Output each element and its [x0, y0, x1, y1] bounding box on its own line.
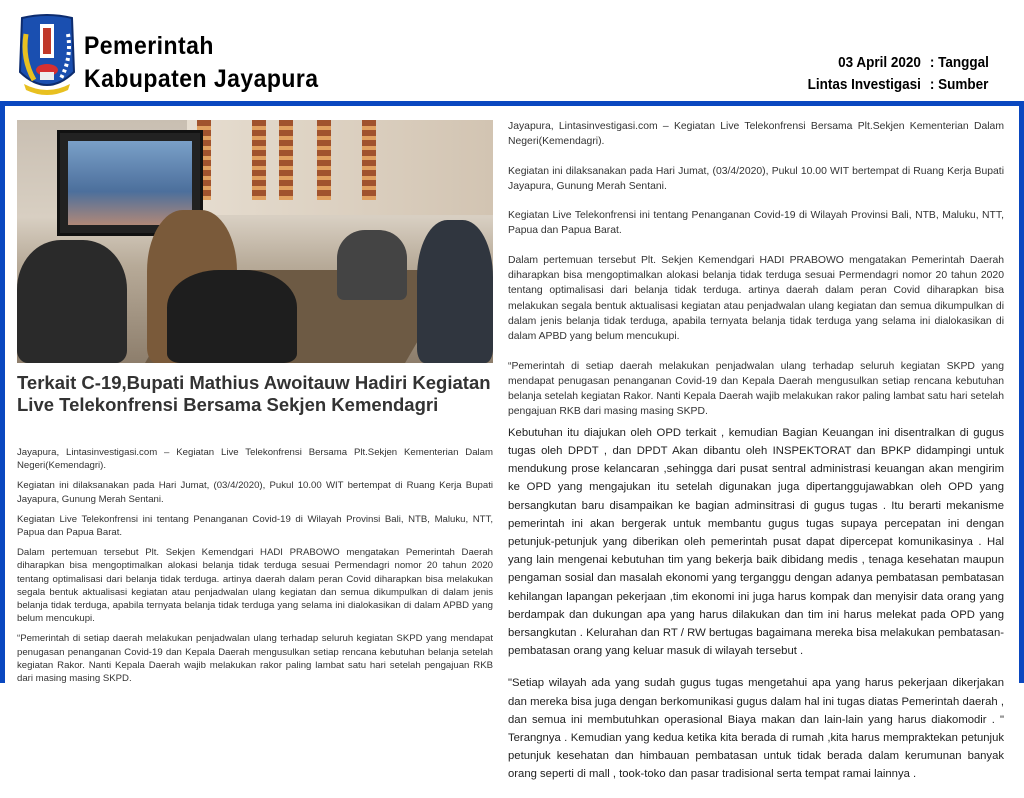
source-row	[808, 74, 1002, 96]
paragraph: Jayapura, Lintasinvestigasi.com – Kegiatan Live Telekonfrensi Bersama Plt.Sekjen Kementerian Dalam Negeri(Kemendagri).	[17, 447, 493, 472]
article-title: Terkait C-19,Bupati Mathius Awoitauw Hadiri Kegiatan Live Telekonfrensi Bersama Sekjen Kemendagri	[17, 372, 491, 415]
paragraph: “Pemerintah di setiap daerah melakukan penjadwalan ulang terhadap seluruh kegiatan SKPD yang mendapat penugasan penanganan Covid-19 dan Kepala Daerah mengusulkan setiap rencana kebutuhan belanja setelah kegiatan Rakor. Nanti Kepala Daerah wajib melakukan rakor paling lambat satu hari setelah pengajuan RKB dari masing masing SKPD.	[508, 360, 1004, 418]
article-right-column	[508, 119, 1004, 798]
paragraph: Kebutuhan itu diajukan oleh OPD terkait , kemudian Bagian Keuangan ini disentralkan di gugus tugas oleh DPDT , dan DPDT Akan dibantu oleh INSPEKTORAT dan BPKP didampingi untuk mendukung prose kelancaran ,sehingga dari pusat sentral administrasi keuangan akan mengirim ke OPD yang mengajukan itu setelah digunakan juga dipertanggujawabkan oleh OPD yang bersangkutan baru disampaikan ke bagian adminsitrasi di gugus tugas . Itu berarti mekanisme pemerintah ini akan bergerak untuk membantu gugus tugas supaya percepatan ini dengan petunjuk-petunjuk yang diberikan oleh pemerintah pusat dapat dipercepat komunikasinya . Hal yang lain mengenai kebutuhan tim yang bekerja baik dibidang medis , tenaga kesehatan maupun pengaman sosial dan masalah ekonomi yang terganggu dengan adanya pembatasan pembatasan kehilangan lapangan pekerjaan ,tim ekonomi ini juga harus kompak dan menyisir data orang yang berdampak dan dukungan apa yang harus dilakukan dan tim ini harus melekat pada OPD yang bersangkutan . Kelurahan dan RT / RW bertugas bagaimana mereka bisa melakukan pembatasan-pembatasan orang yang keluar masuk di wilayah tersebut .	[508, 426, 1004, 658]
paragraph: “Pemerintah di setiap daerah melakukan penjadwalan ulang terhadap seluruh kegiatan SKPD yang mendapat penugasan penanganan Covid-19 dan Kepala Daerah mengusulkan setiap rencana kebutuhan belanja setelah kegiatan Rakor. Nanti Kepala Daerah wajib melakukan rakor paling lambat satu hari setelah pengajuan RKB dari masing masing SKPD.	[17, 633, 493, 685]
paragraph: Jayapura, Lintasinvestigasi.com – Kegiatan Live Telekonfrensi Bersama Plt.Sekjen Kementerian Dalam Negeri(Kemendagri).	[508, 121, 1004, 148]
clipping-meta	[808, 52, 1002, 96]
kabupaten-jayapura-emblem-icon	[16, 14, 78, 98]
paragraph: Kegiatan ini dilaksanakan pada Hari Jumat, (03/4/2020), Pukul 10.00 WIT bertempat di Ruang Kerja Bupati Jayapura, Gunung Merah Sentani.	[17, 480, 493, 505]
paragraph: Kegiatan Live Telekonfrensi ini tentang Penanganan Covid-19 di Wilayah Provinsi Bali, NTB, Maluku, NTT, Papua dan Papua Barat.	[17, 513, 493, 539]
org-line-2: Kabupaten Jayapura	[84, 65, 319, 93]
date-label: : Tanggal	[930, 54, 990, 71]
date-value: 03 April 2020	[838, 54, 921, 71]
paragraph: "Setiap wilayah ada yang sudah gugus tugas mengetahui apa yang harus pekerjaan dikerjakan dan mereka bisa juga dengan berkomunikasi gugus dalam hal ini tugas diatas Pemerintah daerah , dan semua ini membutuhkan operasional Biaya makan dan lain-lain yang harus diakomodir . " Terangnya . Kemudian yang kedua ketika kita berada di rumah ,kita harus mempraktekan petunjuk petunjuk kesehatan dan himbauan pembatasan untuk tidak berada dalam kerumunan banyak orang seperti di mall , took-toko dan pasar tradisional serta tempat ramai lainnya .	[508, 677, 1004, 781]
org-line-1: Pemerintah	[84, 32, 214, 60]
source-label: : Sumber	[930, 76, 989, 93]
date-row	[808, 52, 1002, 74]
paragraph: Dalam pertemuan tersebut Plt. Sekjen Kemendgari HADI PRABOWO mengatakan Pemerintah Daerah diharapkan bisa mengoptimalkan alokasi belanja tidak terduga sesuai Permendagri nomor 20 tahun 2020 tentang optimalisasi dari belanja tidak terduga. artinya daerah dalam peran Covid diharapkan bisa melakukan segala bentuk aktualisasi kegiatan atau penjadwalan ulang kegiatan dan semua dikumpulkan di dalam jenis belanja tidak terduga, apabila ternyata belanja tidak terduga yang selama ini dialokasikan di dalam APBD yang belum mencukupi.	[508, 254, 1004, 343]
paragraph: Kegiatan ini dilaksanakan pada Hari Jumat, (03/4/2020), Pukul 10.00 WIT bertempat di Ruang Kerja Bupati Jayapura, Gunung Merah Sentani.	[508, 165, 1004, 192]
paragraph: Dalam pertemuan tersebut Plt. Sekjen Kemendgari HADI PRABOWO mengatakan Pemerintah Daerah diharapkan bisa mengoptimalkan alokasi belanja tidak terduga sesuai Permendagri nomor 20 tahun 2020 tentang optimalisasi dari belanja tidak terduga. artinya daerah dalam peran Covid diharapkan bisa melakukan segala bentuk aktualisasi kegiatan atau penjadwalan ulang kegiatan dan semua dikumpulkan di dalam jenis belanja tidak terduga, apabila ternyata belanja tidak terduga yang selama ini dialokasikan di dalam APBD yang belum mencukupi.	[17, 547, 493, 625]
article-photo	[17, 120, 493, 363]
organization-name	[84, 30, 319, 96]
article-left-column	[17, 446, 493, 692]
paragraph: Kegiatan Live Telekonfrensi ini tentang Penanganan Covid-19 di Wilayah Provinsi Bali, NTB, Maluku, NTT, Papua dan Papua Barat.	[508, 210, 1004, 237]
header	[0, 0, 1024, 100]
source-value: Lintas Investigasi	[807, 76, 921, 93]
